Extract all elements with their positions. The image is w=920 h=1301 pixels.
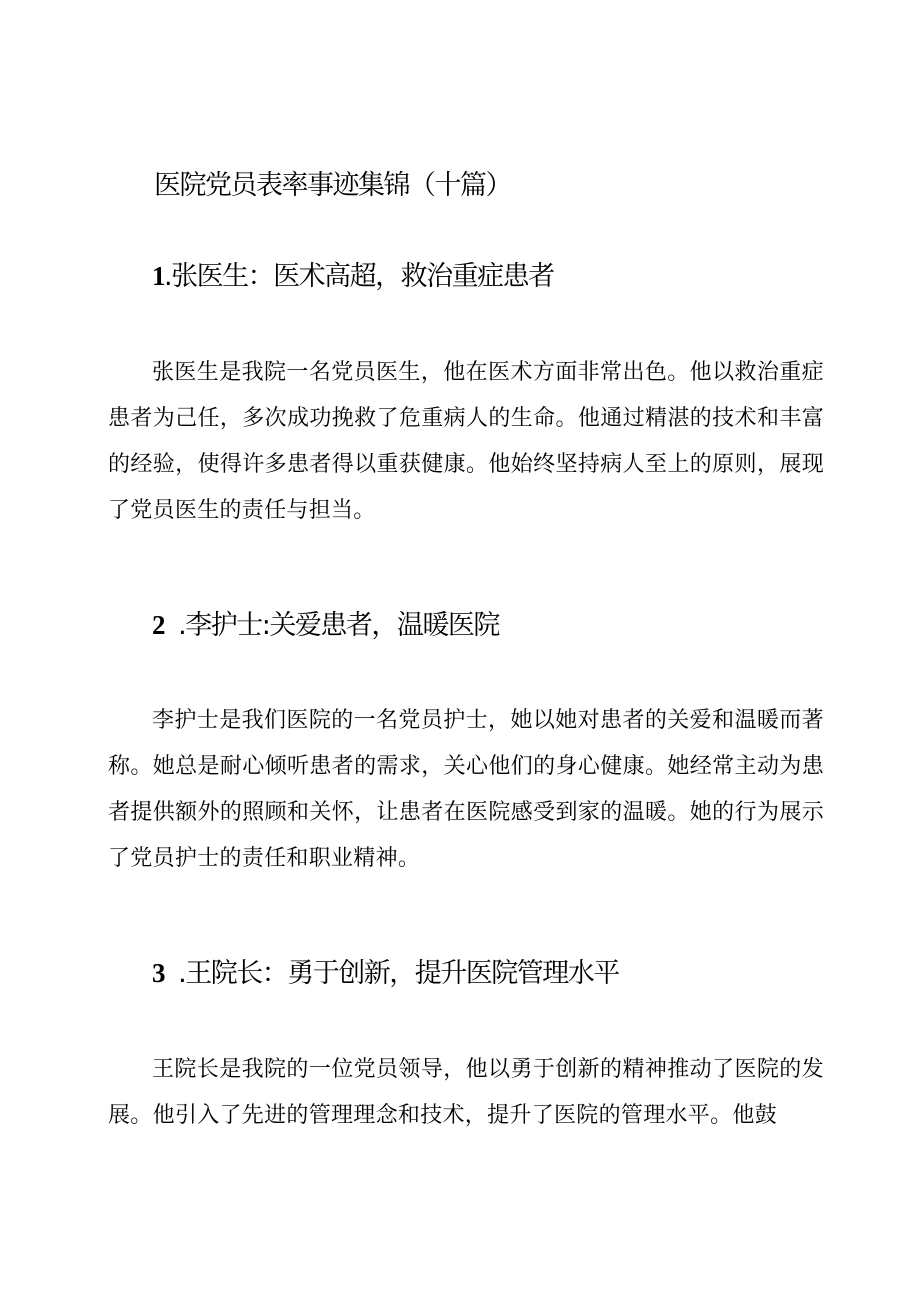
section-heading-2 (152, 605, 499, 646)
section-separator-1: . (164, 261, 172, 292)
section-heading-text-1: 张医生：医术高超，救治重症患者 (171, 261, 554, 292)
section-number-1: 1 (152, 261, 164, 291)
section-heading-1 (152, 256, 554, 297)
section-number-3: 3 (152, 958, 164, 988)
section-separator-3: . (164, 958, 186, 989)
section-body-3: 王院长是我院的一位党员领导，他以勇于创新的精神推动了医院的发展。他引入了先进的管理理念和技术，提升了医院的管理水平。他鼓 (108, 1057, 824, 1128)
section-body-1: 张医生是我院一名党员医生，他在医术方面非常出色。他以救治重症患者为己任，多次成功挽救了危重病人的生命。他通过精湛的技术和丰富的经验，使得许多患者得以重获健康。他始终坚持病人至上的原则，展现了党员医生的责任与担当。 (108, 360, 824, 523)
section-separator-2: . (164, 610, 186, 641)
section-heading-text-2: 李护士:关爱患者，温暖医院 (185, 610, 499, 641)
section-body-2: 李护士是我们医院的一名党员护士，她以她对患者的关爱和温暖而著称。她总是耐心倾听患者的需求，关心他们的身心健康。她经常主动为患者提供额外的照顾和关怀，让患者在医院感受到家的温暖。她的行为展示了党员护士的责任和职业精神。 (108, 708, 824, 871)
section-heading-3 (152, 953, 619, 994)
section-number-2: 2 (152, 610, 164, 640)
section-heading-text-3: 王院长：勇于创新，提升医院管理水平 (185, 958, 619, 989)
document-title: 医院党员表率事迹集锦（十篇） (154, 170, 511, 201)
